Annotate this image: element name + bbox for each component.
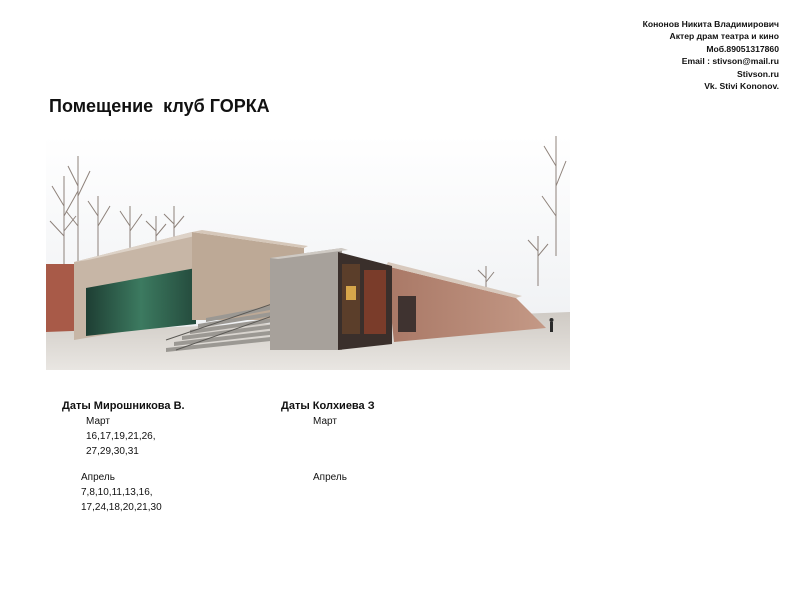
right-april-label: Апрель (313, 472, 347, 483)
title-line-venue: Помещение клуб ГОРКА (49, 96, 270, 116)
contact-site: Stivson.ru (736, 68, 779, 79)
building-illustration (46, 136, 570, 370)
contact-vk: Vk. Stivi Kononov. (704, 81, 779, 92)
contact-email: Email : stivson@mail.ru (681, 56, 779, 67)
schedule-right-header: Даты Колхиева З (281, 400, 375, 412)
side-door (398, 296, 416, 332)
poster-right (364, 270, 386, 334)
schedule-left-header: Даты Мирошникова В. (62, 400, 185, 412)
left-march-dates-2: 27,29,30,31 (86, 446, 139, 457)
contact-role: Актер драм театра и кино (669, 31, 779, 42)
left-march-dates-1: 16,17,19,21,26, (86, 431, 156, 442)
left-april-dates-2: 17,24,18,20,21,30 (81, 502, 162, 513)
right-march-label: Март (313, 416, 337, 427)
left-april-dates-1: 7,8,10,11,13,16, (81, 487, 153, 498)
grey-panel (270, 248, 342, 350)
poster-highlight (346, 286, 356, 300)
person (550, 318, 554, 332)
left-april-label: Апрель (81, 472, 115, 483)
contact-name: Кононов Никита Владимирович (642, 19, 779, 29)
side-building (46, 264, 76, 334)
left-march-label: Март (86, 416, 110, 427)
contact-phone: Моб.89051317860 (706, 43, 779, 54)
building-photo (46, 136, 570, 370)
contact-block (479, 18, 779, 92)
